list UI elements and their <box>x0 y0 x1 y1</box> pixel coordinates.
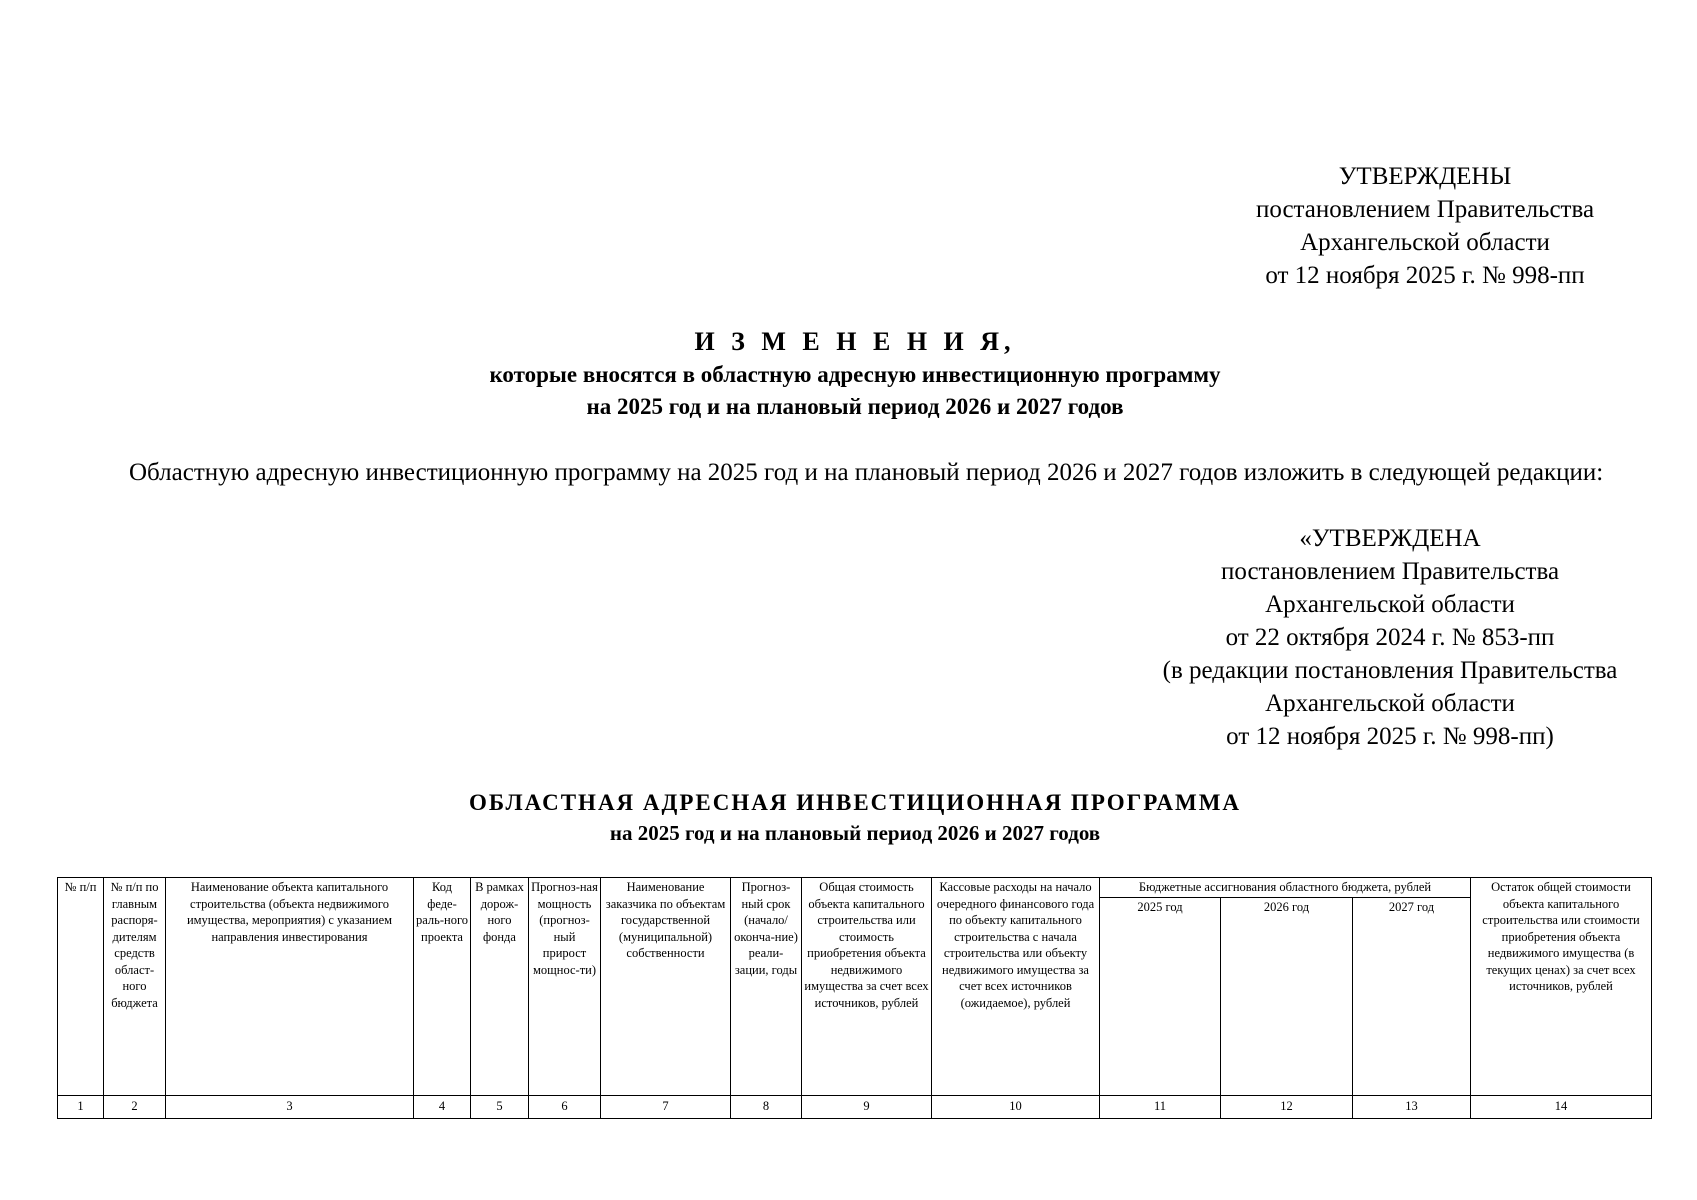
stamp-line: от 12 ноября 2025 г. № 998-пп) <box>1226 723 1554 750</box>
program-heading: ОБЛАСТНАЯ АДРЕСНАЯ ИНВЕСТИЦИОННАЯ ПРОГРАММА <box>468 790 1242 815</box>
column-number-row <box>58 1095 1652 1118</box>
header-cell-year-2026: 2026 год <box>1221 897 1353 1095</box>
header-cell-cash-expenses: Кассовые расходы на начало очередного финансового года по объекту капитального строительства с начала строительства или объекту недвижимого имущества за счет всех источников (ожидаемое), рублей <box>932 878 1100 1096</box>
stamp-line: «УТВЕРЖДЕНА <box>1299 525 1481 552</box>
column-number: 3 <box>166 1095 414 1118</box>
changes-title <box>60 325 1650 423</box>
header-cell-total-cost: Общая стоимость объекта капитального строительства или стоимость приобретения объекта недвижимого имущества за счет всех источников, рублей <box>802 878 932 1096</box>
program-approval-stamp <box>1090 522 1690 753</box>
intro-paragraph: Областную адресную инвестиционную программу на 2025 год и на плановый период 2026 и 2027 годов изложить в следующей редакции: <box>129 459 1604 486</box>
header-cell-term: Прогноз-ный срок (начало/ оконча-ние) реали-зации, годы <box>731 878 802 1096</box>
changes-subtitle-line2: на 2025 год и на плановый период 2026 и 2027 годов <box>586 394 1124 419</box>
stamp-line: от 12 ноября 2025 г. № 998-пп <box>1265 262 1585 289</box>
column-number: 14 <box>1471 1095 1652 1118</box>
header-cell-capacity: Прогноз-ная мощность (прогноз-ный прирост мощнос-ти) <box>529 878 601 1096</box>
column-number: 4 <box>414 1095 471 1118</box>
column-number: 8 <box>731 1095 802 1118</box>
stamp-line: Архангельской области <box>1265 591 1515 618</box>
stamp-line: Архангельской области <box>1265 690 1515 717</box>
header-cell-remaining-cost: Остаток общей стоимости объекта капитального строительства или стоимости приобретения объекта недвижимого имущества (в текущих ценах) за счет всех источников, рублей <box>1471 878 1652 1096</box>
column-number: 5 <box>471 1095 529 1118</box>
column-number: 1 <box>58 1095 104 1118</box>
stamp-line: УТВЕРЖДЕНЫ <box>1338 163 1512 190</box>
column-number: 7 <box>601 1095 731 1118</box>
stamp-line: постановлением Правительства <box>1220 558 1560 585</box>
changes-heading: И З М Е Н Е Н И Я, <box>694 327 1016 356</box>
header-cell-number: № п/п <box>58 878 104 1096</box>
column-number: 12 <box>1221 1095 1353 1118</box>
stamp-line: постановлением Правительства <box>1255 196 1595 223</box>
column-number: 13 <box>1353 1095 1471 1118</box>
column-number: 9 <box>802 1095 932 1118</box>
column-number: 10 <box>932 1095 1100 1118</box>
header-cell-customer: Наименование заказчика по объектам государственной (муниципальной) собственности <box>601 878 731 1096</box>
header-cell-road-fund: В рамках дорож-ного фонда <box>471 878 529 1096</box>
program-title <box>60 788 1650 848</box>
header-cell-budget-group: Бюджетные ассигнования областного бюджета, рублей <box>1100 878 1471 898</box>
header-cell-year-2025: 2025 год <box>1100 897 1221 1095</box>
approval-stamp <box>1175 160 1675 292</box>
header-cell-year-2027: 2027 год <box>1353 897 1471 1095</box>
program-subheading: на 2025 год и на плановый период 2026 и 2027 годов <box>609 821 1101 845</box>
column-number: 6 <box>529 1095 601 1118</box>
stamp-line: от 22 октября 2024 г. № 853-пп <box>1225 624 1555 651</box>
header-cell-admin-number: № п/п по главным распоря-дителям средств област-ного бюджета <box>104 878 166 1096</box>
header-cell-federal-project-code: Код феде-раль-ного проекта <box>414 878 471 1096</box>
program-table <box>57 877 1652 1119</box>
changes-subtitle-line1: которые вносятся в областную адресную инвестиционную программу <box>489 362 1221 387</box>
stamp-line: Архангельской области <box>1300 229 1550 256</box>
header-cell-object-name: Наименование объекта капитального строительства (объекта недвижимого имущества, мероприятия) с указанием направления инвестирования <box>166 878 414 1096</box>
column-number: 2 <box>104 1095 166 1118</box>
stamp-line: (в редакции постановления Правительства <box>1162 657 1618 684</box>
column-number: 11 <box>1100 1095 1221 1118</box>
